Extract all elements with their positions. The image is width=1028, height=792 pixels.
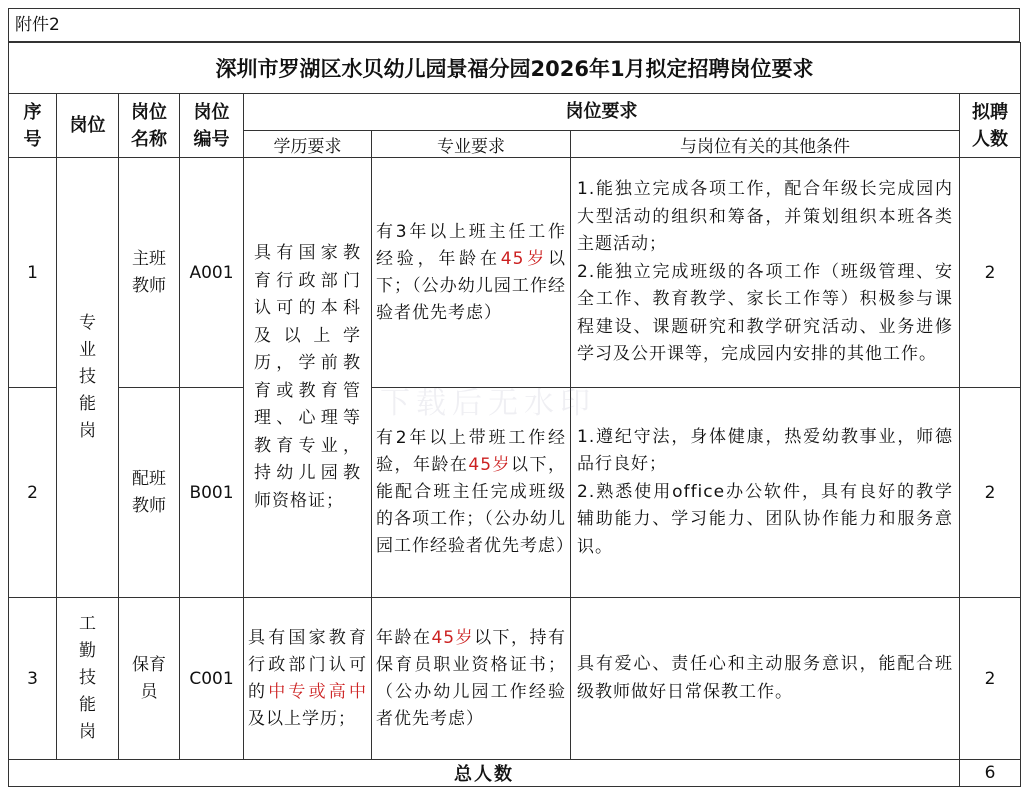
row-seq: 1 — [9, 158, 57, 388]
header-post: 岗位 — [57, 94, 119, 158]
recruitment-table — [8, 42, 1021, 787]
table-row — [9, 598, 1021, 760]
education-highlight: 中专或高中 — [268, 681, 368, 702]
row-count: 2 — [960, 598, 1021, 760]
age-highlight: 45岁 — [500, 248, 549, 269]
row-seq: 3 — [9, 598, 57, 760]
major-requirement: 年龄在45岁以下，持有保育员职业资格证书；（公办幼儿园工作经验者优先考虑） — [372, 598, 571, 760]
row-count: 2 — [960, 388, 1021, 598]
age-highlight: 45岁 — [468, 455, 512, 475]
post-name: 主班教师 — [119, 158, 180, 388]
table-row — [9, 158, 1021, 388]
watermark-text: 下载后无水印 — [380, 386, 596, 421]
post-name: 配班教师 — [119, 388, 180, 598]
major-requirement: 有2年以上带班工作经验，年龄在45岁以下，能配合班主任完成班级的各项工作；（公办幼儿园工作经验者优先考虑） — [372, 388, 571, 598]
header-post-name: 岗位名称 — [119, 94, 180, 158]
total-row — [9, 760, 1021, 787]
total-value: 6 — [960, 760, 1021, 787]
other-conditions: 1.遵纪守法，身体健康，热爱幼教事业，师德品行良好； 2.熟悉使用office办公软件，具有良好的教学辅助能力、学习能力、团队协作能力和服务意识。 — [571, 388, 960, 598]
post-code: C001 — [180, 598, 244, 760]
category-professional: 专业技能岗 — [57, 158, 119, 598]
post-code: B001 — [180, 388, 244, 598]
other-conditions: 具有爱心、责任心和主动服务意识，能配合班级教师做好日常保教工作。 — [571, 598, 960, 760]
education-requirement: 具有国家教育行政部门认可的中专或高中及以上学历； — [244, 598, 372, 760]
document-page — [8, 8, 1020, 786]
post-name: 保育员 — [119, 598, 180, 760]
row-count: 2 — [960, 158, 1021, 388]
header-seq: 序号 — [9, 94, 57, 158]
row-seq: 2 — [9, 388, 57, 598]
table-row — [9, 388, 1021, 598]
header-other: 与岗位有关的其他条件 — [571, 131, 960, 158]
annex-label: 附件2 — [8, 8, 1020, 42]
header-major: 专业要求 — [372, 131, 571, 158]
header-education: 学历要求 — [244, 131, 372, 158]
table-title: 深圳市罗湖区水贝幼儿园景福分园2026年1月拟定招聘岗位要求 — [9, 43, 1021, 94]
post-code: A001 — [180, 158, 244, 388]
category-service: 工勤技能岗 — [57, 598, 119, 760]
total-label: 总人数 — [9, 760, 960, 787]
education-shared: 具有国家教育行政部门认可的本科及以上学历，学前教育或教育管理、心理等教育专业，持幼儿园教师资格证； — [244, 158, 372, 598]
age-highlight: 45岁 — [431, 627, 475, 648]
major-requirement: 有3年以上班主任工作经验，年龄在45岁以下；（公办幼儿园工作经验者优先考虑） — [372, 158, 571, 388]
other-conditions: 1.能独立完成各项工作，配合年级长完成园内大型活动的组织和筹备，并策划组织本班各类主题活动； 2.能独立完成班级的各项工作（班级管理、安全工作、教育教学、家长工作等）积极参与课程建设、课题研究和教学研究活动、业务进修学习及公开课等，完成园内安排的其他工作。 — [571, 158, 960, 388]
header-requirements: 岗位要求 — [244, 94, 960, 131]
header-count: 拟聘人数 — [960, 94, 1021, 158]
header-post-code: 岗位编号 — [180, 94, 244, 158]
